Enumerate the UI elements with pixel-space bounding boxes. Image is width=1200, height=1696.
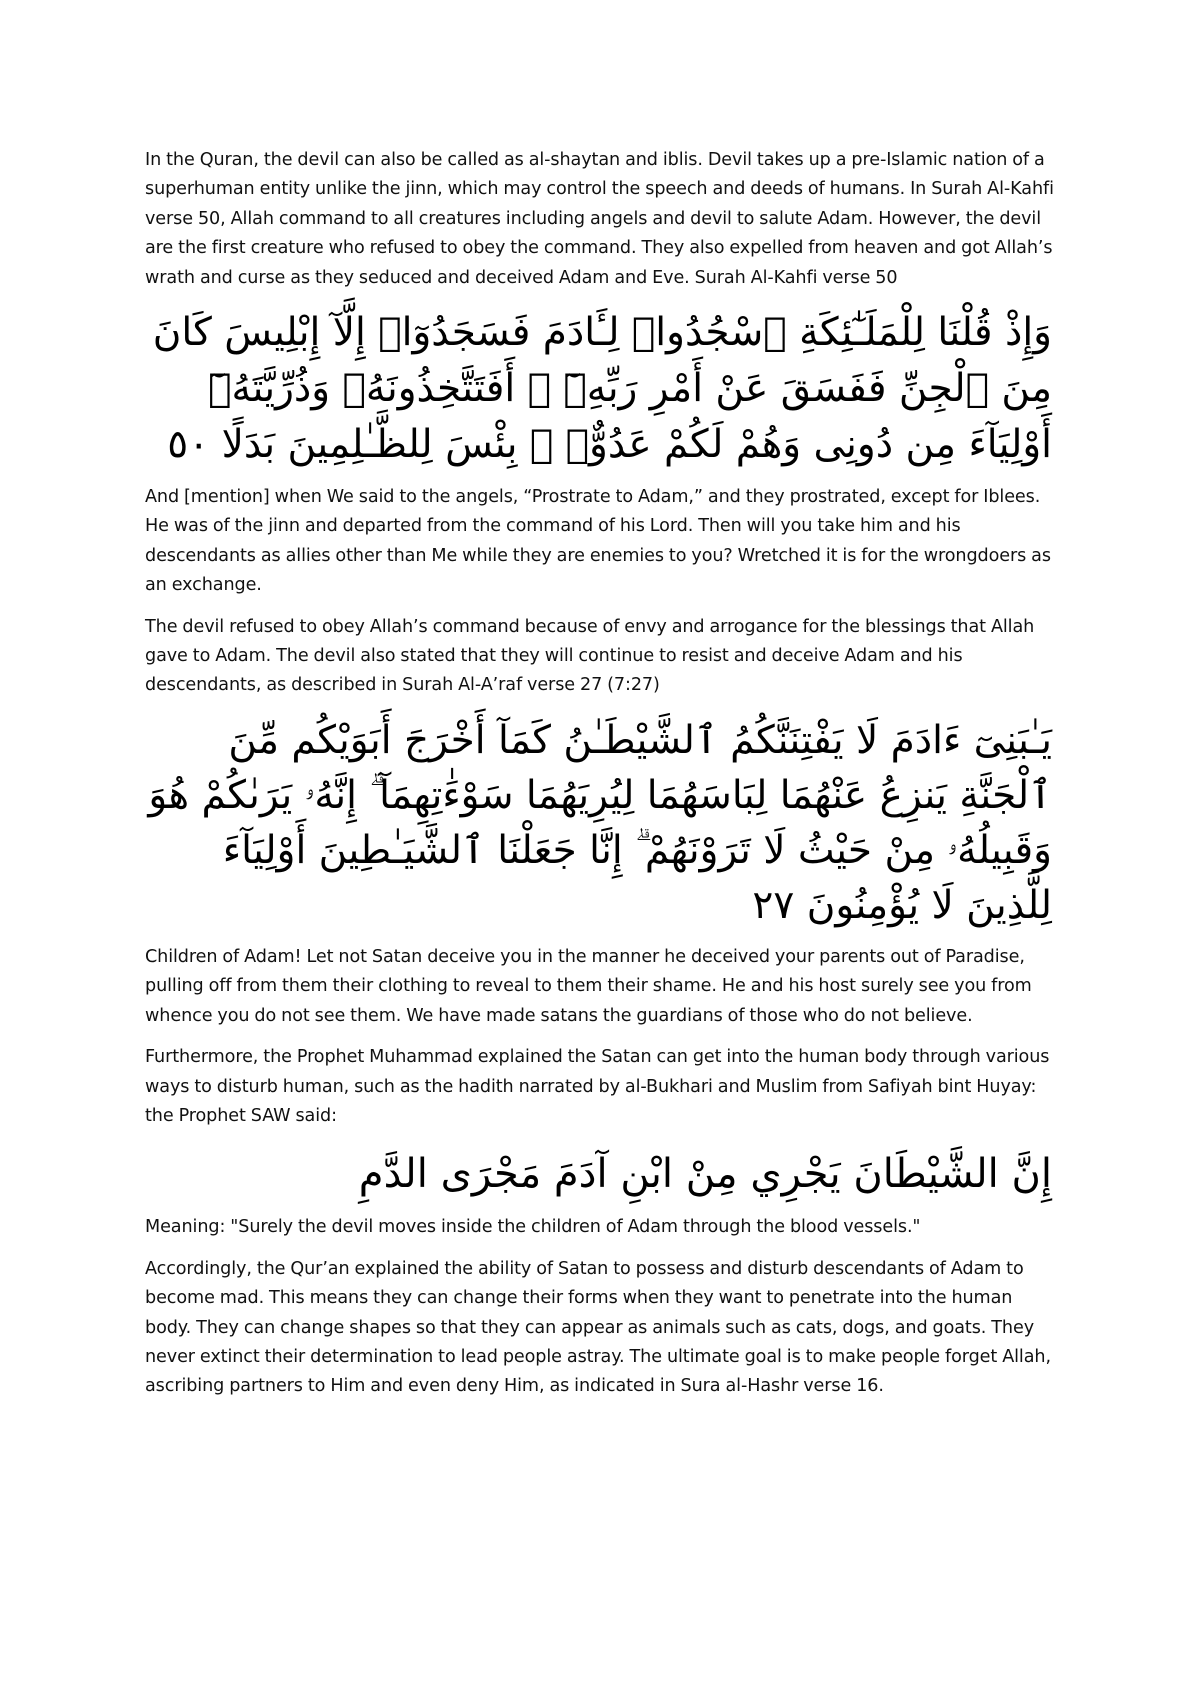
document-body bbox=[145, 146, 1060, 1414]
hadith-intro-paragraph: Furthermore, the Prophet Muhammad explained the Satan can get into the human body through various ways to disturb human, such as the hadith narrated by al-Bukhari and Muslim from Safiyah bint Huyay: the Prophet SAW said: bbox=[145, 1047, 1050, 1126]
hadith-arabic: إِنَّ الشَّيْطَانَ يَجْرِي مِنْ ابْنِ آدَمَ مَجْرَى الدَّمِ bbox=[358, 1151, 1052, 1198]
verse-al-kahfi-50-arabic: وَإِذْ قُلْنَا لِلْمَلَـٰٓئِكَةِ ٱسْجُدُوا۟ لِـَٔادَمَ فَسَجَدُوٓا۟ إِلَّآ إِبْلِيسَ كَانَ مِنَ ٱلْجِنِّ فَفَسَقَ عَنْ أَمْرِ رَبِّهِۦٓ ۗ أَفَتَتَّخِذُونَهُۥ وَذُرِّيَّتَهُۥٓ أَوْلِيَآءَ مِن دُونِى وَهُمْ لَكُمْ عَدُوٌّۢ ۚ بِئْسَ لِلظَّـٰلِمِينَ بَدَلًا ٥٠ bbox=[152, 310, 1052, 468]
refusal-paragraph: The devil refused to obey Allah’s command because of envy and arrogance for the blessings that Allah gave to Adam. The devil also stated that they will continue to resist and deceive Adam and his descendants, as described in Surah Al-A’raf verse 27 (7:27) bbox=[145, 616, 1035, 696]
hadith-meaning: Meaning: "Surely the devil moves inside the children of Adam through the blood vessels." bbox=[145, 1217, 921, 1238]
conclusion-paragraph: Accordingly, the Qur’an explained the ability of Satan to possess and disturb descendants of Adam to become mad. This means they can change their forms when they want to penetrate into the human body. They can change shapes so that they can appear as animals such as cats, dogs, and goats. They never extinct their determination to lead people astray. The ultimate goal is to make people forget Allah, ascribing partners to Him and even deny Him, as indicated in Sura al-Hashr verse 16. bbox=[145, 1258, 1051, 1397]
verse-al-araf-27-arabic: يَـٰبَنِىٓ ءَادَمَ لَا يَفْتِنَنَّكُمُ ٱلشَّيْطَـٰنُ كَمَآ أَخْرَجَ أَبَوَيْكُم مِّنَ ٱلْجَنَّةِ يَنزِعُ عَنْهُمَا لِبَاسَهُمَا لِيُرِيَهُمَا سَوْءَٰتِهِمَآ ۗ إِنَّهُۥ يَرَىٰكُمْ هُوَ وَقَبِيلُهُۥ مِنْ حَيْثُ لَا تَرَوْنَهُمْ ۗ إِنَّا جَعَلْنَا ٱلشَّيَـٰطِينَ أَوْلِيَآءَ لِلَّذِينَ لَا يُؤْمِنُونَ ٢٧ bbox=[148, 717, 1052, 928]
verse-al-kahfi-50-translation: And [mention] when We said to the angels, “Prostrate to Adam,” and they prostrated, except for Iblees. He was of the jinn and departed from the command of his Lord. Then will you take him and his descendants as allies other than Me while they are enemies to you? Wretched it is for the wrongdoers as an exchange. bbox=[145, 487, 1051, 596]
intro-paragraph: In the Quran, the devil can also be called as al-shaytan and iblis. Devil takes up a pre-Islamic nation of a superhuman entity unlike the jinn, which may control the speech and deeds of humans. In Surah Al-Kahfi verse 50, Allah command to all creatures including angels and devil to salute Adam. However, the devil are the first creature who refused to obey the command. They also expelled from heaven and got Allah’s wrath and curse as they seduced and deceived Adam and Eve. Surah Al-Kahfi verse 50 bbox=[145, 150, 1054, 288]
verse-al-araf-27-translation: Children of Adam! Let not Satan deceive you in the manner he deceived your parents out of Paradise, pulling off from them their clothing to reveal to them their shame. He and his host surely see you from whence you do not see them. We have made satans the guardians of those who do not believe. bbox=[145, 946, 1032, 1026]
